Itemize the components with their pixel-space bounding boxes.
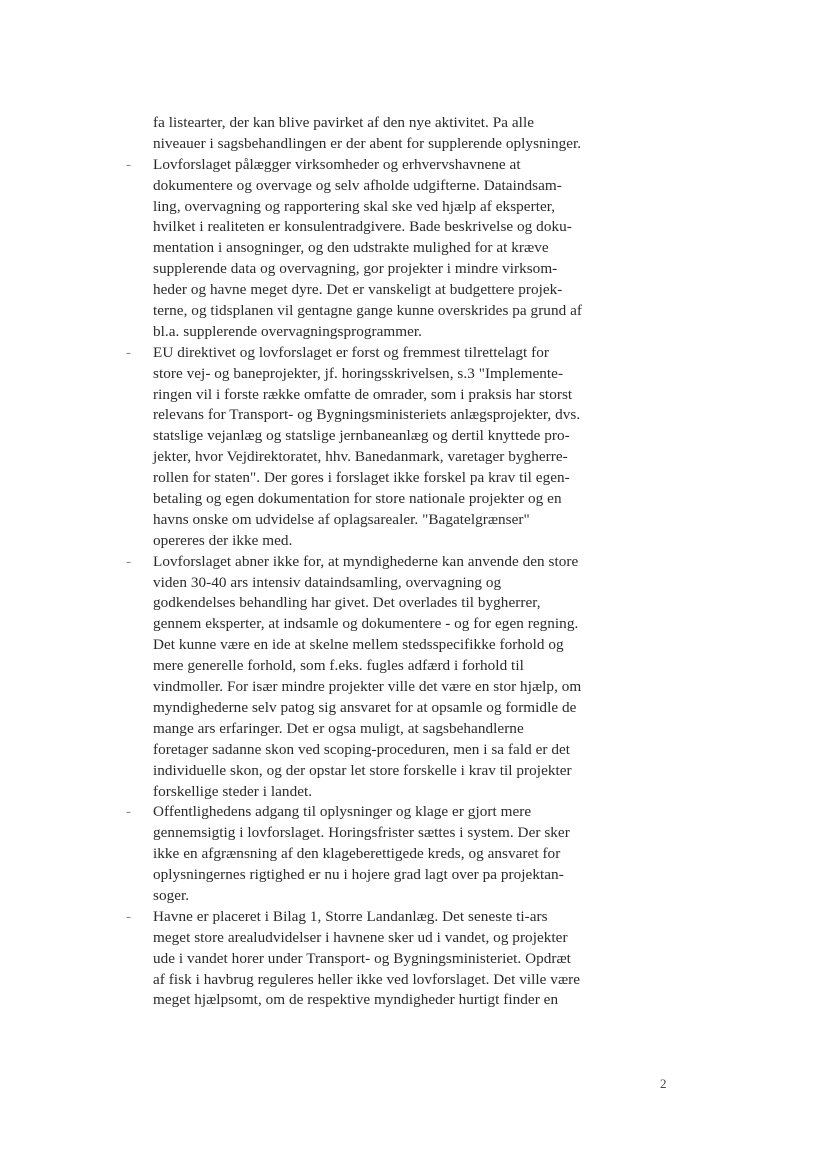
- bullet-dash-icon: -: [126, 907, 132, 925]
- line-text: ringen vil i forste række omfatte de omrader, som i praksis har storst: [153, 385, 573, 403]
- line-text: godkendelses behandling har givet. Det overlades til bygherrer,: [153, 594, 541, 612]
- text-line: [118, 823, 638, 844]
- text-line: [118, 510, 638, 531]
- text-line: [118, 134, 638, 155]
- line-text: Det kunne være en ide at skelne mellem stedsspecifikke forhold og: [153, 636, 564, 654]
- line-text: foretager sadanne skon ved scoping-proceduren, men i sa fald er det: [153, 740, 571, 758]
- line-text: rollen for staten". Der gores i forslaget ikke forskel pa krav til egen-: [153, 469, 570, 487]
- bullet-dash-icon: -: [126, 343, 132, 361]
- text-line: [118, 217, 638, 238]
- text-line: [118, 928, 638, 949]
- line-text: opereres der ikke med.: [153, 531, 293, 549]
- text-line: [118, 489, 638, 510]
- line-text: ikke en afgrænsning af den klageberettigede kreds, og ansvaret for: [153, 845, 561, 863]
- line-text: supplerende data og overvagning, gor projekter i mindre virksom-: [153, 260, 558, 278]
- line-text: terne, og tidsplanen vil gentagne gange kunne overskrides pa grund af: [153, 302, 582, 320]
- line-text: forskellige steder i landet.: [153, 782, 313, 800]
- line-text: heder og havne meget dyre. Det er vanskeligt at budgettere projek-: [153, 281, 563, 299]
- text-line: [118, 531, 638, 552]
- line-text: mange ars erfaringer. Det er ogsa muligt, at sagsbehandlerne: [153, 719, 524, 737]
- line-text: vindmoller. For især mindre projekter ville det være en stor hjælp, om: [153, 678, 582, 696]
- text-line: [118, 301, 638, 322]
- text-line: [118, 197, 638, 218]
- line-text: mentation i ansogninger, og den udstrakte mulighed for at kræve: [153, 239, 549, 257]
- text-line: [118, 761, 638, 782]
- text-line: [118, 614, 638, 635]
- line-text: ling, overvagning og rapportering skal ske ved hjælp af eksperter,: [153, 197, 556, 215]
- text-line: [118, 970, 638, 991]
- line-text: havns onske om udvidelse af oplagsarealer. "Bagatelgrænser": [153, 510, 530, 528]
- text-line: [118, 635, 638, 656]
- text-line: [118, 405, 638, 426]
- bullet-dash-icon: -: [126, 803, 132, 821]
- text-line: [118, 949, 638, 970]
- text-line: [118, 782, 638, 803]
- text-line: [118, 259, 638, 280]
- bullet-line: [118, 155, 638, 176]
- text-line: [118, 468, 638, 489]
- text-line: [118, 844, 638, 865]
- line-text: EU direktivet og lovforslaget er forst og fremmest tilrettelagt for: [153, 343, 549, 361]
- text-line: [118, 593, 638, 614]
- line-text: hvilket i realiteten er konsulentradgivere. Bade beskrivelse og doku-: [153, 218, 572, 236]
- page-number: 2: [660, 1076, 667, 1091]
- text-line: [118, 719, 638, 740]
- text-line: [118, 698, 638, 719]
- text-line: [118, 385, 638, 406]
- line-text: store vej- og baneprojekter, jf. horingsskrivelsen, s.3 "Implemente-: [153, 364, 564, 382]
- line-text: niveauer i sagsbehandlingen er der abent for supplerende oplysninger.: [153, 134, 582, 152]
- line-text: af fisk i havbrug reguleres heller ikke ved lovforslaget. Det ville være: [153, 970, 581, 988]
- line-text: fa listearter, der kan blive pavirket af den nye aktivitet. Pa alle: [153, 114, 535, 131]
- text-line: [118, 573, 638, 594]
- line-text: Havne er placeret i Bilag 1, Storre Landanlæg. Det seneste ti-ars: [153, 907, 548, 925]
- text-line: [118, 886, 638, 907]
- text-line: [118, 280, 638, 301]
- text-line: [118, 865, 638, 886]
- line-text: ude i vandet horer under Transport- og Bygningsministeriet. Opdræt: [153, 949, 571, 967]
- line-text: soger.: [153, 886, 190, 904]
- line-text: dokumentere og overvage og selv afholde udgifterne. Dataindsam-: [153, 176, 562, 194]
- text-line: [118, 113, 638, 134]
- line-text: bl.a. supplerende overvagningsprogrammer.: [153, 322, 423, 340]
- line-text: myndighederne selv patog sig ansvaret for at opsamle og formidle de: [153, 698, 577, 716]
- bullet-line: [118, 907, 638, 928]
- text-line: [118, 677, 638, 698]
- text-line: [118, 740, 638, 761]
- line-text: viden 30-40 ars intensiv dataindsamling, overvagning og: [153, 573, 502, 591]
- line-text: Lovforslaget pålægger virksomheder og erhvervshavnene at: [153, 155, 521, 173]
- body-text: [118, 113, 638, 1011]
- line-text: jekter, hvor Vejdirektoratet, hhv. Banedanmark, varetager bygherre-: [153, 448, 568, 466]
- text-line: [118, 238, 638, 259]
- line-text: meget hjælpsomt, om de respektive myndigheder hurtigt finder en: [153, 991, 559, 1009]
- bullet-line: [118, 552, 638, 573]
- text-line: [118, 447, 638, 468]
- line-text: relevans for Transport- og Bygningsministeriets anlægsprojekter, dvs.: [153, 406, 581, 424]
- line-text: Lovforslaget abner ikke for, at myndighederne kan anvende den store: [153, 552, 579, 570]
- bullet-line: [118, 343, 638, 364]
- line-text: meget store arealudvidelser i havnene sker ud i vandet, og projekter: [153, 928, 568, 946]
- text-line: [118, 322, 638, 343]
- text-line: [118, 426, 638, 447]
- line-text: gennemsigtig i lovforslaget. Horingsfrister sættes i system. Der sker: [153, 824, 570, 842]
- line-text: gennem eksperter, at indsamle og dokumentere - og for egen regning.: [153, 615, 579, 633]
- text-line: [118, 176, 638, 197]
- bullet-dash-icon: -: [126, 552, 132, 570]
- line-text: oplysningernes rigtighed er nu i hojere grad lagt over pa projektan-: [153, 866, 564, 884]
- line-text: individuelle skon, og der opstar let store forskelle i krav til projekter: [153, 761, 572, 779]
- line-text: mere generelle forhold, som f.eks. fugles adfærd i forhold til: [153, 657, 524, 675]
- bullet-line: [118, 802, 638, 823]
- line-text: statslige vejanlæg og statslige jernbaneanlæg og dertil knyttede pro-: [153, 427, 570, 445]
- bullet-dash-icon: -: [126, 155, 132, 173]
- text-line: [118, 990, 638, 1011]
- line-text: betaling og egen dokumentation for store nationale projekter og en: [153, 490, 562, 508]
- text-line: [118, 364, 638, 385]
- line-text: Offentlighedens adgang til oplysninger og klage er gjort mere: [153, 803, 532, 821]
- text-line: [118, 656, 638, 677]
